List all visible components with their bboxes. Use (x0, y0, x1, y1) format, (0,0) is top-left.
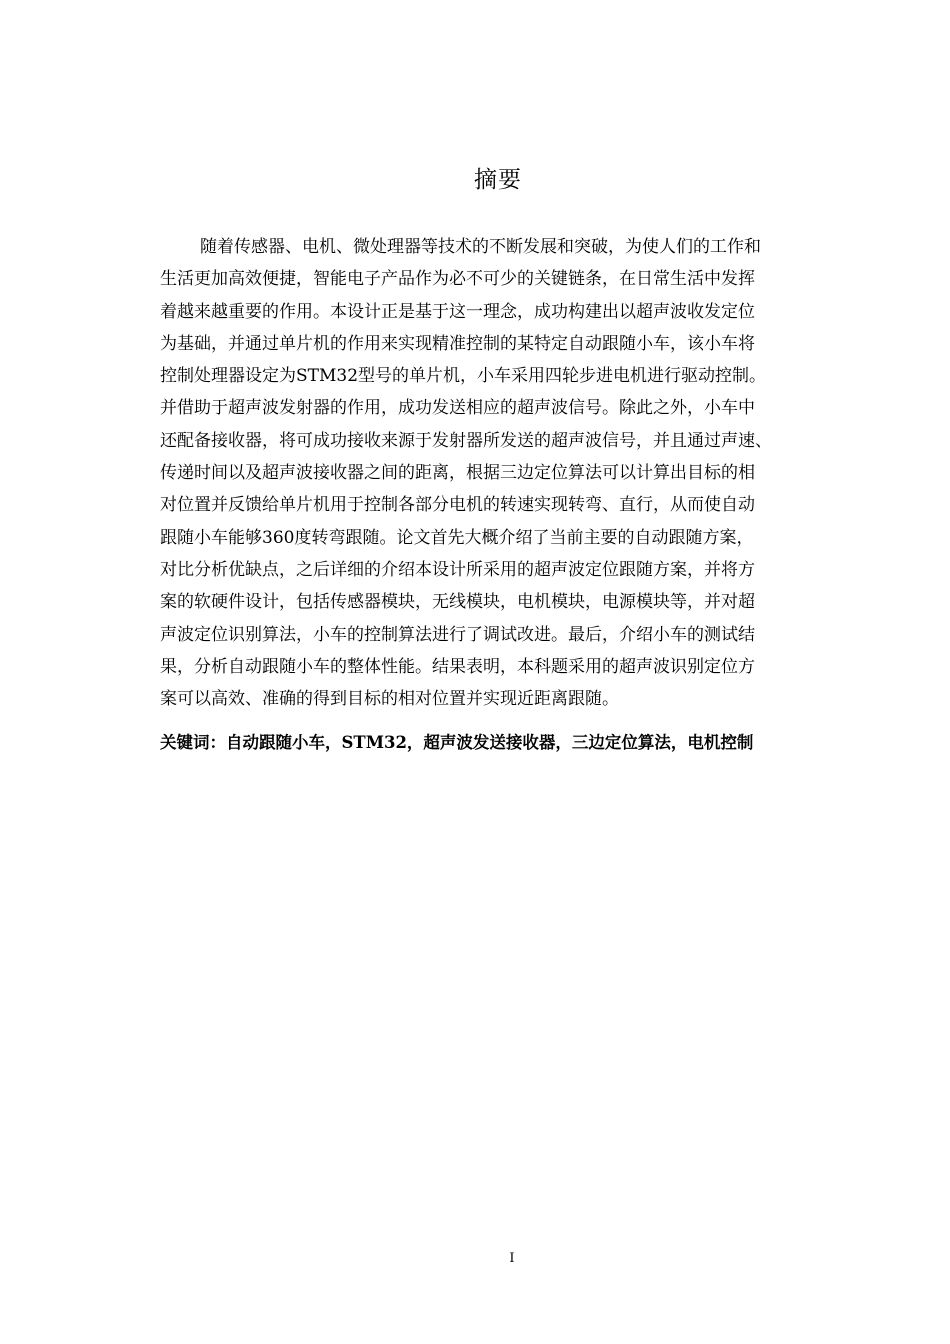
abstract-line: 随着传感器、电机、微处理器等技术的不断发展和突破，为使人们的工作和 (200, 237, 761, 257)
abstract-body (160, 231, 850, 715)
abstract-title: 摘要 (474, 167, 522, 193)
abstract-line: 为基础，并通过单片机的作用来实现精准控制的某特定自动跟随小车，该小车将 (160, 333, 755, 354)
abstract-line: 并借助于超声波发射器的作用，成功发送相应的超声波信号。除此之外，小车中 (160, 398, 755, 419)
abstract-line: 跟随小车能够360度转弯跟随。论文首先大概介绍了当前主要的自动跟随方案， (160, 527, 754, 548)
abstract-line: 案的软硬件设计，包括传感器模块，无线模块，电机模块，电源模块等，并对超 (160, 592, 755, 613)
abstract-line: 案可以高效、准确的得到目标的相对位置并实现近距离跟随。 (160, 689, 619, 710)
abstract-line: 果，分析自动跟随小车的整体性能。结果表明，本科题采用的超声波识别定位方 (160, 656, 755, 677)
abstract-line: 还配备接收器，将可成功接收来源于发射器所发送的超声波信号，并且通过声速、 (160, 430, 772, 451)
abstract-line: 着越来越重要的作用。本设计正是基于这一理念，成功构建出以超声波收发定位 (160, 301, 755, 322)
abstract-line: 对比分析优缺点，之后详细的介绍本设计所采用的超声波定位跟随方案，并将方 (160, 559, 755, 580)
page-number: I (509, 1251, 515, 1266)
abstract-line: 传递时间以及超声波接收器之间的距离，根据三边定位算法可以计算出目标的相 (160, 463, 755, 484)
abstract-line: 控制处理器设定为STM32型号的单片机，小车采用四轮步进电机进行驱动控制。 (160, 366, 767, 387)
keywords-line: 关键词：自动跟随小车，STM32，超声波发送接收器，三边定位算法，电机控制 (160, 733, 754, 752)
abstract-line: 声波定位识别算法，小车的控制算法进行了调试改进。最后，介绍小车的测试结 (160, 624, 755, 645)
abstract-line: 对位置并反馈给单片机用于控制各部分电机的转速实现转弯、直行，从而使自动 (160, 495, 755, 516)
abstract-line: 生活更加高效便捷，智能电子产品作为必不可少的关键链条，在日常生活中发挥 (160, 269, 755, 290)
